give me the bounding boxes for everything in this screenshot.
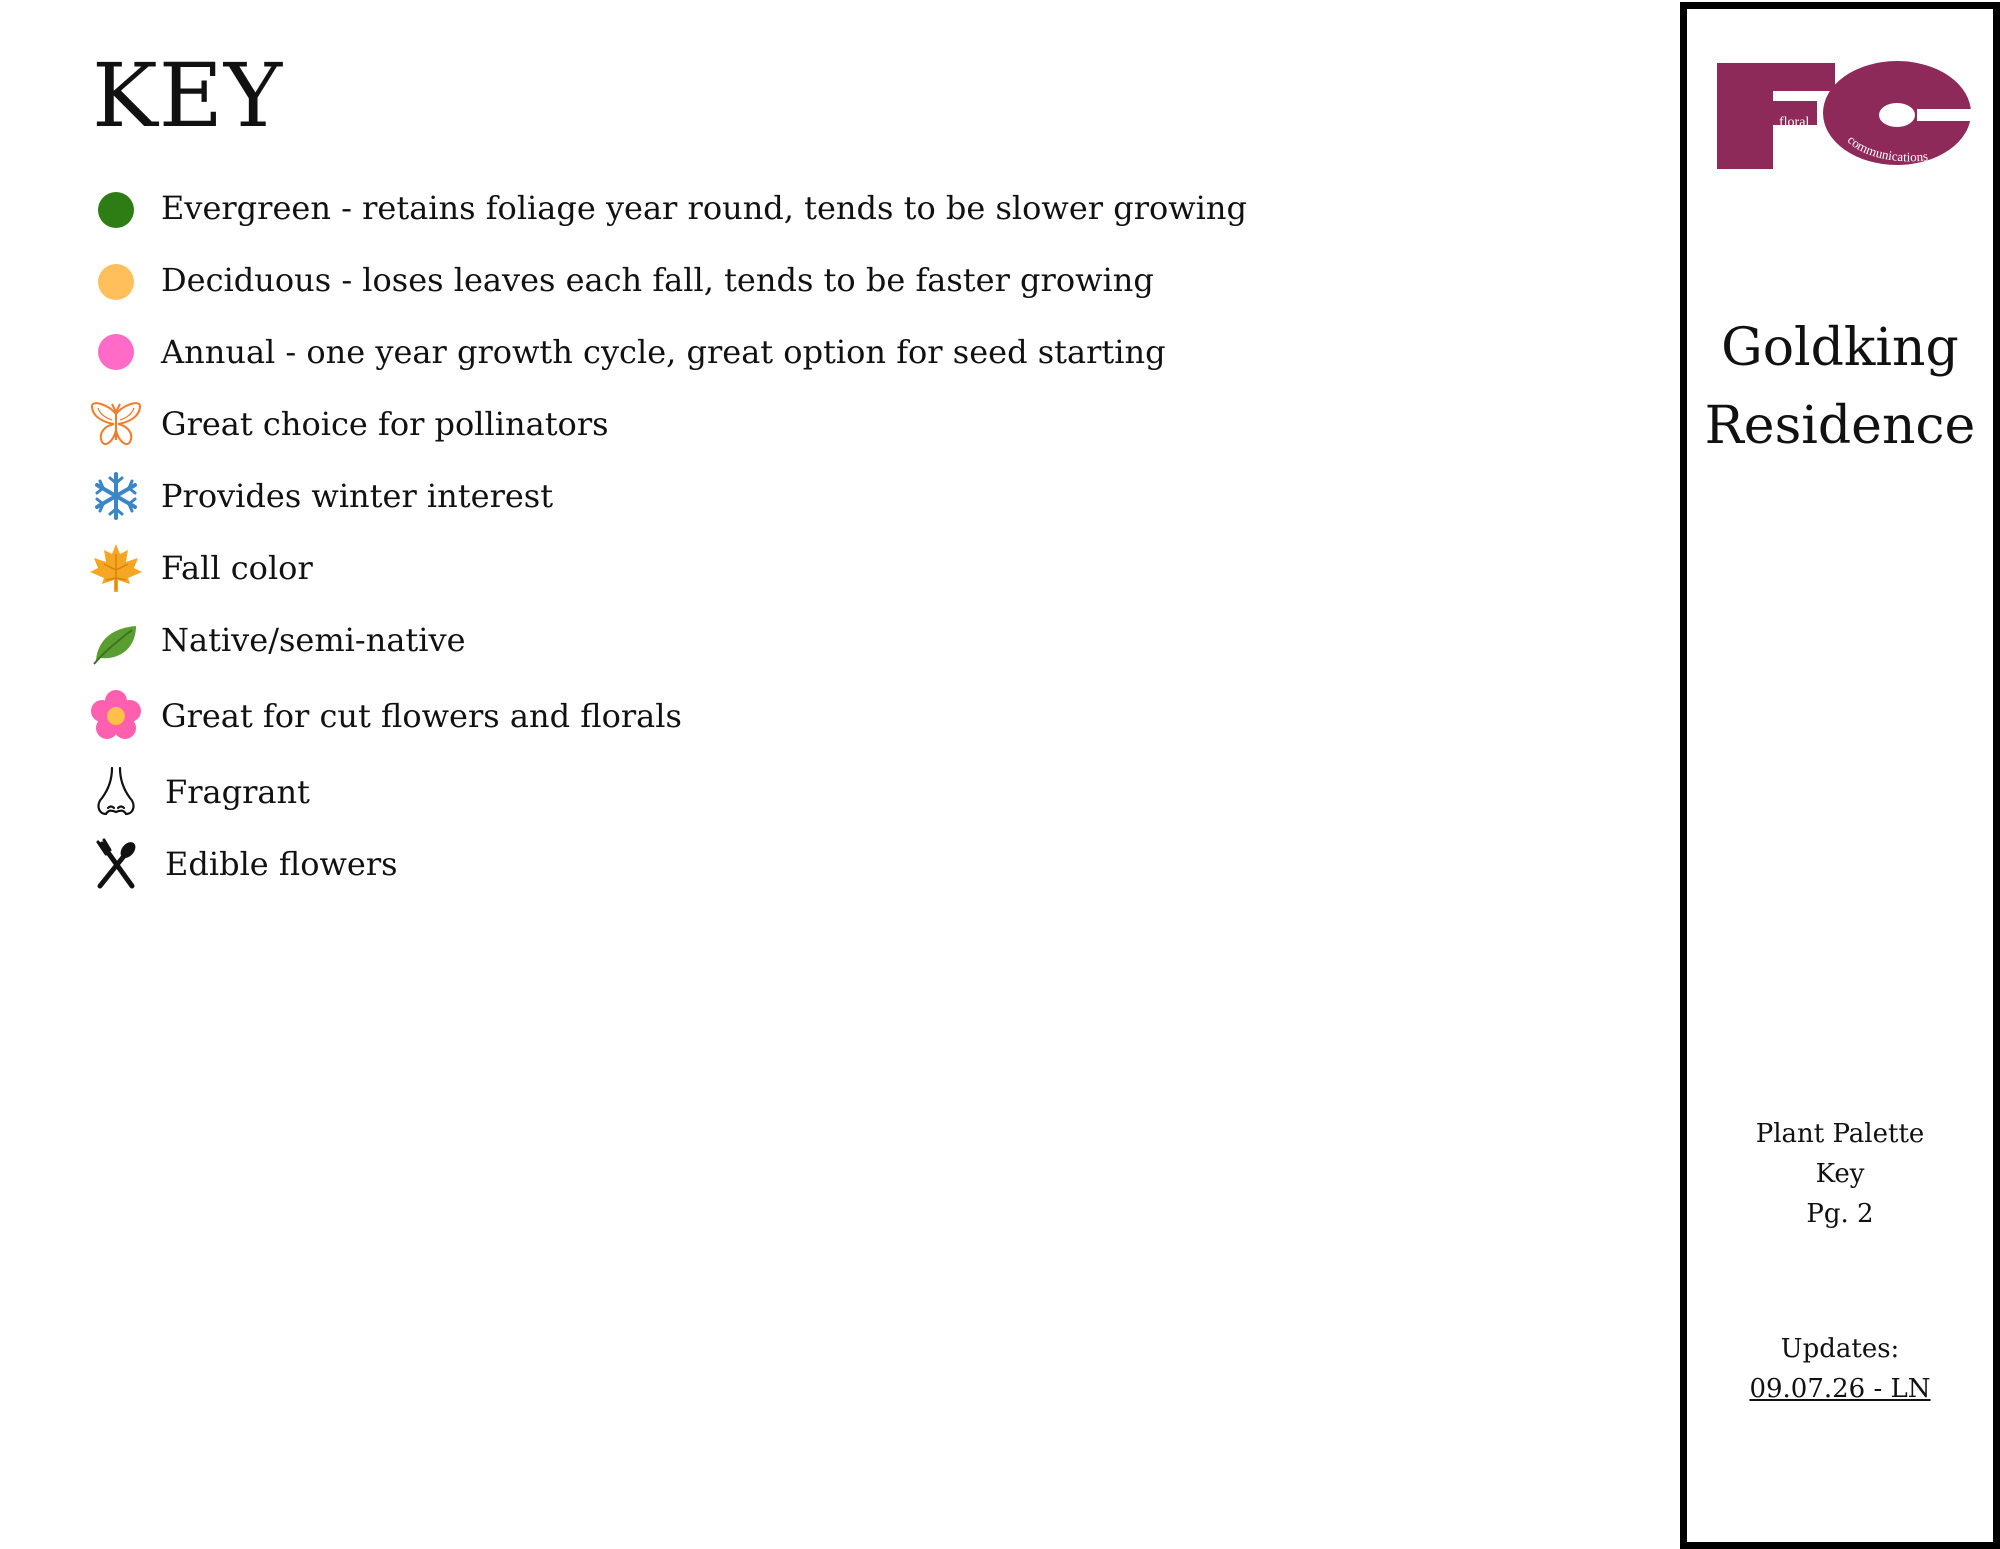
project-name-line2: Residence xyxy=(1704,396,1976,456)
legend-label: Deciduous - loses leaves each fall, tends to be faster growing xyxy=(161,261,1154,299)
leaf-icon xyxy=(88,612,144,668)
butterfly-icon xyxy=(88,396,144,452)
title-block xyxy=(1680,2,2000,1549)
legend-label: Evergreen - retains foliage year round, tends to be slower growing xyxy=(161,189,1247,227)
deciduous-dot-icon xyxy=(88,252,144,308)
legend-item-deciduous xyxy=(88,252,1288,312)
annual-dot-icon xyxy=(88,324,144,380)
legend-label: Native/semi-native xyxy=(161,621,466,659)
legend-item-evergreen xyxy=(88,180,1288,240)
updates-label: Updates: xyxy=(1780,1334,1900,1364)
legend-label: Fragrant xyxy=(165,773,310,811)
legend-label: Fall color xyxy=(161,549,313,587)
sheet-info xyxy=(1687,1114,1993,1234)
fork-spoon-icon xyxy=(88,836,144,892)
legend-label: Edible flowers xyxy=(165,845,398,883)
legend-item-winter xyxy=(88,468,1288,528)
update-entry: 09.07.26 - LN xyxy=(1749,1374,1931,1404)
legend-item-fragrant xyxy=(88,764,1288,824)
project-name-line1: Goldking xyxy=(1721,318,1959,378)
sheet-name: Plant Palette xyxy=(1755,1119,1925,1149)
page-title: KEY xyxy=(92,44,284,147)
updates-block xyxy=(1687,1329,1993,1409)
snowflake-icon xyxy=(88,468,144,524)
project-name xyxy=(1687,309,1993,465)
company-logo xyxy=(1717,57,1972,182)
maple-leaf-icon xyxy=(88,540,144,596)
legend-label: Great for cut flowers and florals xyxy=(161,697,682,735)
legend-item-edible xyxy=(88,836,1288,896)
legend-item-cut-flowers xyxy=(88,688,1288,748)
flower-icon xyxy=(88,688,144,744)
legend-item-fall-color xyxy=(88,540,1288,600)
evergreen-dot-icon xyxy=(88,180,144,236)
page-number: Pg. 2 xyxy=(1806,1199,1874,1229)
legend-label: Provides winter interest xyxy=(161,477,554,515)
logo-small-text: floral xyxy=(1779,115,1810,130)
legend-label: Great choice for pollinators xyxy=(161,405,609,443)
nose-icon xyxy=(88,764,144,820)
legend-label: Annual - one year growth cycle, great option for seed starting xyxy=(161,333,1166,371)
legend-item-annual xyxy=(88,324,1288,384)
legend-item-pollinators xyxy=(88,396,1288,456)
logo-arc-text: communications xyxy=(1844,132,1929,165)
sheet-subtitle: Key xyxy=(1815,1159,1865,1189)
legend-item-native xyxy=(88,612,1288,672)
